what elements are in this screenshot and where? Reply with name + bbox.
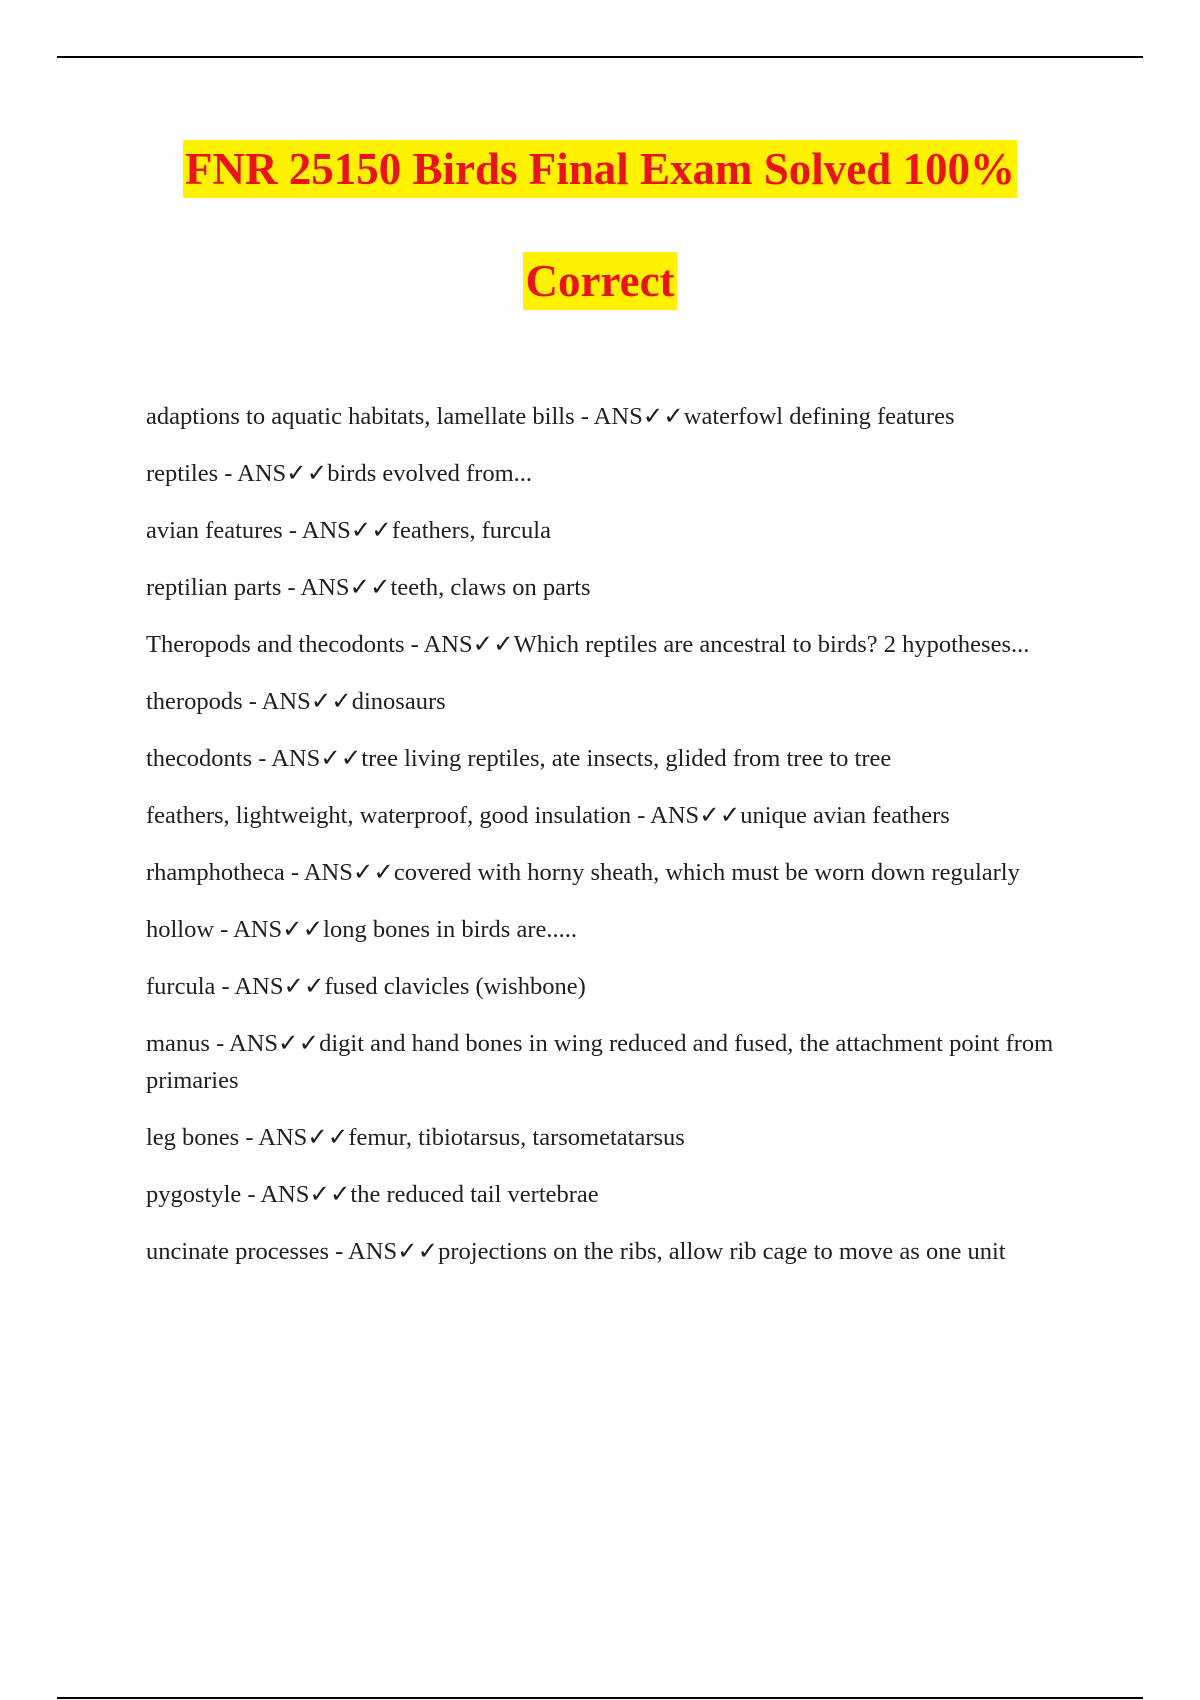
qa-item: pygostyle - ANS✓✓the reduced tail vertebrae — [146, 1181, 599, 1208]
qa-item: feathers, lightweight, waterproof, good insulation - ANS✓✓unique avian feathers — [146, 802, 950, 829]
qa-item: avian features - ANS✓✓feathers, furcula — [146, 517, 551, 544]
qa-item: manus - ANS✓✓digit and hand bones in wing reduced and fused, the attachment point from primaries — [146, 1030, 1054, 1094]
qa-item: reptilian parts - ANS✓✓teeth, claws on parts — [146, 574, 591, 601]
title-line-1: FNR 25150 Birds Final Exam Solved 100% — [183, 140, 1017, 198]
qa-item: hollow - ANS✓✓long bones in birds are..... — [146, 916, 577, 943]
qa-item: rhamphotheca - ANS✓✓covered with horny sheath, which must be worn down regularly — [146, 859, 1020, 886]
qa-list — [146, 398, 1096, 1290]
document-title — [0, 140, 1200, 310]
qa-item: uncinate processes - ANS✓✓projections on the ribs, allow rib cage to move as one unit — [146, 1238, 1006, 1265]
top-rule — [57, 56, 1143, 58]
qa-item: reptiles - ANS✓✓birds evolved from... — [146, 460, 533, 487]
title-line-2: Correct — [523, 252, 676, 310]
qa-item: Theropods and thecodonts - ANS✓✓Which reptiles are ancestral to birds? 2 hypotheses... — [146, 631, 1030, 658]
qa-item: adaptions to aquatic habitats, lamellate bills - ANS✓✓waterfowl defining features — [146, 403, 955, 430]
bottom-rule — [57, 1697, 1143, 1699]
qa-item: leg bones - ANS✓✓femur, tibiotarsus, tarsometatarsus — [146, 1124, 685, 1151]
qa-item: thecodonts - ANS✓✓tree living reptiles, ate insects, glided from tree to tree — [146, 745, 892, 772]
qa-item: theropods - ANS✓✓dinosaurs — [146, 688, 446, 715]
qa-item: furcula - ANS✓✓fused clavicles (wishbone) — [146, 973, 586, 1000]
